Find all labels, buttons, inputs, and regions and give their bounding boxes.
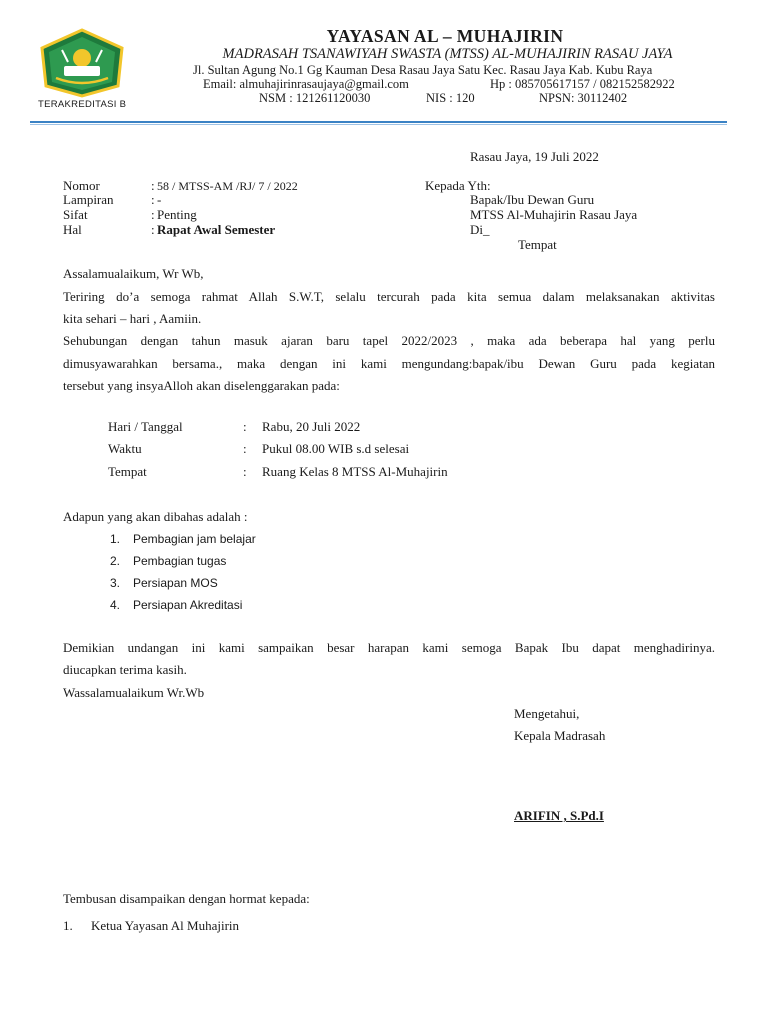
signature-known: Mengetahui, (514, 706, 580, 721)
recipient-line: MTSS Al-Muhajirin Rasau Jaya (470, 207, 638, 222)
paragraph-line: Teriring do’a semoga rahmat Allah S.W.T, selalu tercurah pada kita semua dalam melaksanakan aktivitas (63, 289, 715, 304)
schedule-colon: : (243, 464, 247, 479)
recipient-to: Kepada Yth: (425, 178, 491, 193)
school-nis: NIS : 120 (426, 91, 475, 105)
agenda-item: Pembagian tugas (133, 554, 227, 568)
meta-label: Hal (63, 222, 82, 237)
schedule-colon: : (243, 441, 247, 456)
agenda-item: Persiapan Akreditasi (133, 598, 243, 612)
schedule-value-date: Rabu, 20 Juli 2022 (262, 419, 361, 434)
cc-intro: Tembusan disampaikan dengan hormat kepada: (63, 891, 310, 906)
header-divider (30, 121, 727, 123)
meta-colon: : (151, 207, 155, 222)
closing-line: Demikian undangan ini kami sampaikan besar harapan kami semoga Bapak Ibu dapat menghadirinya. (63, 640, 715, 655)
signature-title: Kepala Madrasah (514, 728, 606, 743)
meta-colon: : (151, 178, 155, 193)
school-address: Jl. Sultan Agung No.1 Gg Kauman Desa Rasau Jaya Satu Kec. Rasau Jaya Kab. Kubu Raya (193, 63, 653, 77)
closing-line: diucapkan terima kasih. (63, 662, 187, 677)
cc-item: Ketua Yayasan Al Muhajirin (91, 918, 240, 933)
schedule-colon: : (243, 419, 247, 434)
meta-label: Sifat (63, 207, 88, 222)
cc-number: 1. (63, 918, 73, 933)
meta-label: Nomor (63, 178, 100, 193)
schedule-value-place: Ruang Kelas 8 MTSS Al-Muhajirin (262, 464, 448, 479)
school-name: MADRASAH TSANAWIYAH SWASTA (MTSS) AL-MUHAJIRIN RASAU JAYA (222, 46, 673, 62)
meta-value-number: 58 / MTSS-AM /RJ/ 7 / 2022 (157, 179, 298, 193)
school-nsm: NSM : 121261120030 (259, 91, 371, 105)
greeting: Assalamualaikum, Wr Wb, (63, 266, 204, 281)
agenda-intro: Adapun yang akan dibahas adalah : (63, 509, 248, 524)
meta-label: Lampiran (63, 192, 114, 207)
school-npsn: NPSN: 30112402 (539, 91, 628, 105)
school-logo (34, 28, 130, 98)
meta-colon: : (151, 222, 155, 237)
schedule-label: Waktu (108, 441, 142, 456)
letter-date: Rasau Jaya, 19 Juli 2022 (470, 149, 599, 164)
meta-colon: : (151, 192, 155, 207)
agenda-number: 1. (110, 532, 121, 546)
school-phone: Hp : 085705617157 / 082152582922 (490, 77, 675, 91)
meta-value-nature: Penting (157, 207, 197, 222)
signature-name: ARIFIN , S.Pd.I (514, 808, 604, 823)
paragraph-line: dimusyawarahkan bersama., maka dengan ini kami mengundang:bapak/ibu Dewan Guru pada kegiatan (63, 356, 715, 371)
header-divider-thin (30, 124, 727, 125)
agenda-item: Persiapan MOS (133, 576, 218, 590)
recipient-line: Tempat (518, 237, 557, 252)
organization-name: YAYASAN AL – MUHAJIRIN (326, 26, 564, 46)
agenda-number: 3. (110, 576, 121, 590)
agenda-item: Pembagian jam belajar (133, 532, 256, 546)
schedule-label: Hari / Tanggal (108, 419, 183, 434)
closing-salam: Wassalamualaikum Wr.Wb (63, 685, 205, 700)
meta-value-attachment: - (157, 192, 162, 207)
paragraph-line: kita sehari – hari , Aamiin. (63, 311, 202, 326)
accreditation-label: TERAKREDITASI B (38, 99, 127, 110)
paragraph-line: Sehubungan dengan tahun masuk ajaran baru tapel 2022/2023 , maka ada beberapa hal yang perlu (63, 333, 715, 348)
school-email: Email: almuhajirinrasaujaya@gmail.com (203, 77, 409, 91)
recipient-line: Bapak/Ibu Dewan Guru (470, 192, 595, 207)
agenda-number: 4. (110, 598, 121, 612)
meta-value-subject: Rapat Awal Semester (157, 222, 276, 237)
paragraph-line: tersebut yang insyaAlloh akan diselenggarakan pada: (63, 378, 340, 393)
agenda-number: 2. (110, 554, 121, 568)
recipient-line: Di_ (470, 222, 490, 237)
schedule-value-time: Pukul 08.00 WIB s.d selesai (262, 441, 410, 456)
schedule-label: Tempat (108, 464, 147, 479)
